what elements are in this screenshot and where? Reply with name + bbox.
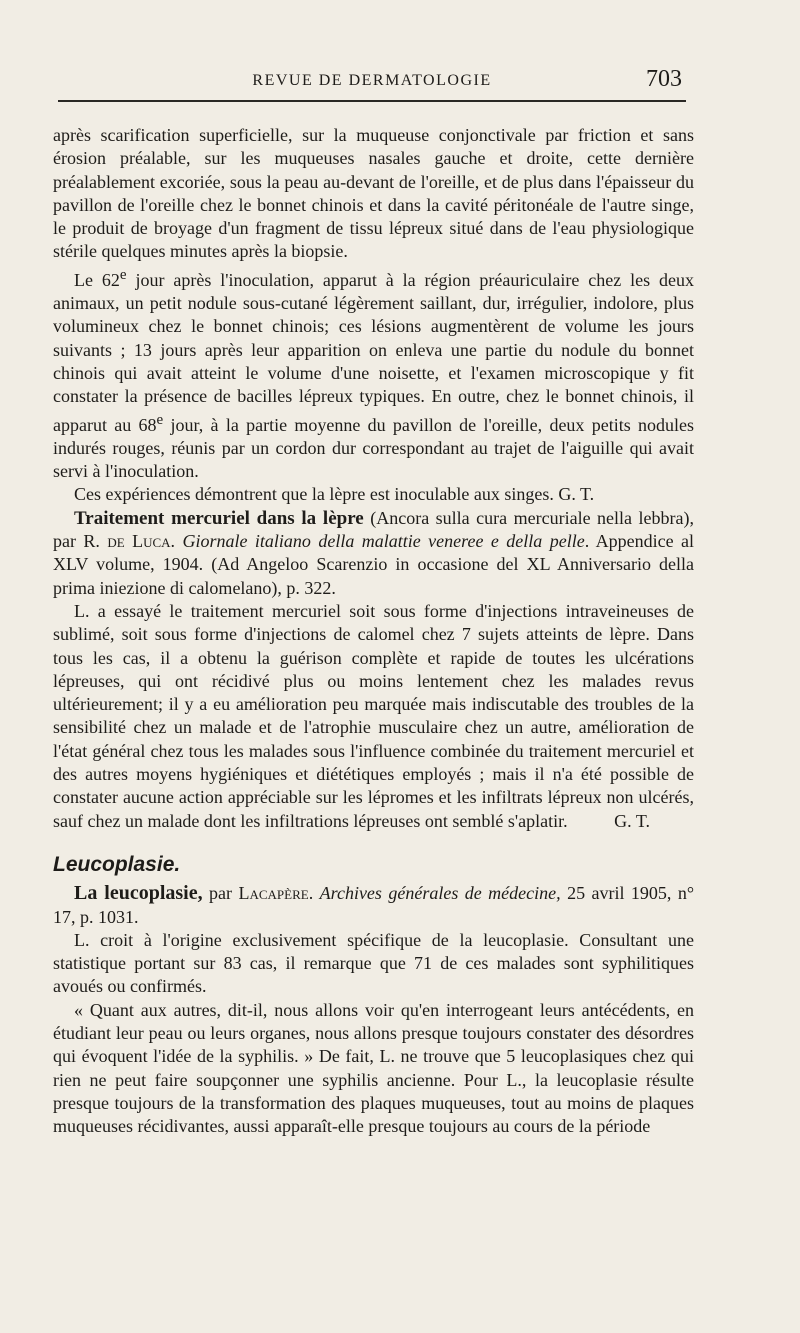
page-number: 703 — [646, 66, 682, 92]
journal-name: Archives générales de médecine, — [319, 883, 561, 904]
journal-title: REVUE DE DERMATOLOGIE — [252, 72, 492, 89]
author-name: de Luca — [107, 531, 171, 552]
paragraph-inoculation-results: Le 62e jour après l'inoculation, apparut à la région préauriculaire chez les deux animaux, un petit nodule sous-cutané légèrement saillant, dur, irrégulier, indolore, plus volumineux chez le bonnet chinois; ces lésions augmentèrent de volume les jours suivants ; 13 jours après leur apparition on enleva une partie du nodule du bonnet chinois qui avait atteint le volume d'une noisette, et l'examen microscopique y fit constater la présence de bacilles lépreux typiques. En outre, chez le bonnet chinois, il apparut au 68e jour, à la partie moyenne du pavillon de l'oreille, deux petits nodules indurés rouges, réunis par un cordon dur correspondant au trajet de l'aiguille qui avait servi à l'inoculation. — [53, 266, 694, 482]
article-title: Traitement mercuriel dans la lèpre — [74, 507, 364, 529]
paragraph-mercury-treatment: L. a essayé le traitement mercuriel soit sous forme d'injections intraveineuses de sublimé, soit sous forme d'injections de calomel chez 7 sujets atteints de lèpre. Dans tous les cas, il a obtenu la guérison complète et rapide de toutes les ulcérations lépreuses, qui ont récidivé plus ou moins lentement chez les malades revus ultérieurement; il y a eu amélioration peu marquée mais indiscutable des troubles de la sensibilité chez un malade et de l'atrophie musculaire chez un autre, amélioration de l'état général chez tous les malades sous l'influence combinée du traitement mercuriel et des autres moyens hygiéniques et diététiques employés ; mais il n'a été possible de constater aucune action appréciable sur les lépromes et les infiltrats lépreux non ulcérés, sauf chez un malade dont les infiltrations lépreuses ont semblé s'aplatir. G. T. — [53, 600, 694, 833]
paragraph-conclusion: Ces expériences démontrent que la lèpre est inoculable aux singes. G. T. — [74, 484, 595, 505]
article-citation-mercury: Traitement mercuriel dans la lèpre (Ancora sulla cura mercuriale nella lebbra), par R. de Luca. Giornale italiano della malattie veneree e della pelle. Appendice al XLV volume, 1904. (Ad Angeloo Scarenzio in occasione del XL Anniversario della prima iniezione di calomelano), p. 322. — [53, 507, 695, 598]
paragraph-leucoplasie-quote: « Quant aux autres, dit-il, nous allons voir qu'en interrogeant leurs antécédents, en étudiant leur peau ou leurs organes, nous allons presque toujours constater des désordres qui évoquent l'idée de la syphilis. » De fait, L. ne trouve que 5 leucoplasiques chez qui rien ne peut faire soupçonner une syphilis ancienne. Pour L., la leucoplasie résulte presque toujours de la transformation des plaques muqueuses, tout au moins de plaques muqueuses récidivantes, aussi apparaît-elle presque toujours au cours de la période — [53, 999, 694, 1137]
author-name: Lacapère — [238, 883, 309, 904]
reviewer-signature: G. T. — [614, 810, 650, 831]
article-citation-leucoplasie: La leucoplasie, par Lacapère. Archives générales de médecine, 25 avril 1905, n° 17, p. 1031. — [53, 882, 695, 927]
body-text — [53, 124, 694, 1138]
paragraph-inoculation-method: après scarification superficielle, sur la muqueuse conjonctivale par friction et sans érosion préalable, sur les muqueuses nasales gauche et droite, cette dernière préalablement excoriée, sous la peau au-devant de l'oreille, et de plus dans l'épaisseur du pavillon de l'oreille chez le bonnet chinois et dans la cavité péritonéale de l'autre singe, le produit de broyage d'un fragment de tissu lépreux situé dans de l'eau physiologique stérile quelques minutes après la biopsie. — [53, 125, 694, 262]
section-heading: Leucoplasie. — [53, 852, 181, 876]
running-header — [58, 62, 686, 102]
article-title: La leucoplasie, — [74, 882, 203, 905]
paragraph-leucoplasie-origin: L. croit à l'origine exclusivement spécifique de la leucoplasie. Consultant une statistique portant sur 83 cas, il remarque que 71 de ces malades sont syphilitiques avoués ou confirmés. — [53, 929, 694, 997]
journal-name: Giornale italiano della malattie veneree e della pelle — [182, 531, 585, 552]
